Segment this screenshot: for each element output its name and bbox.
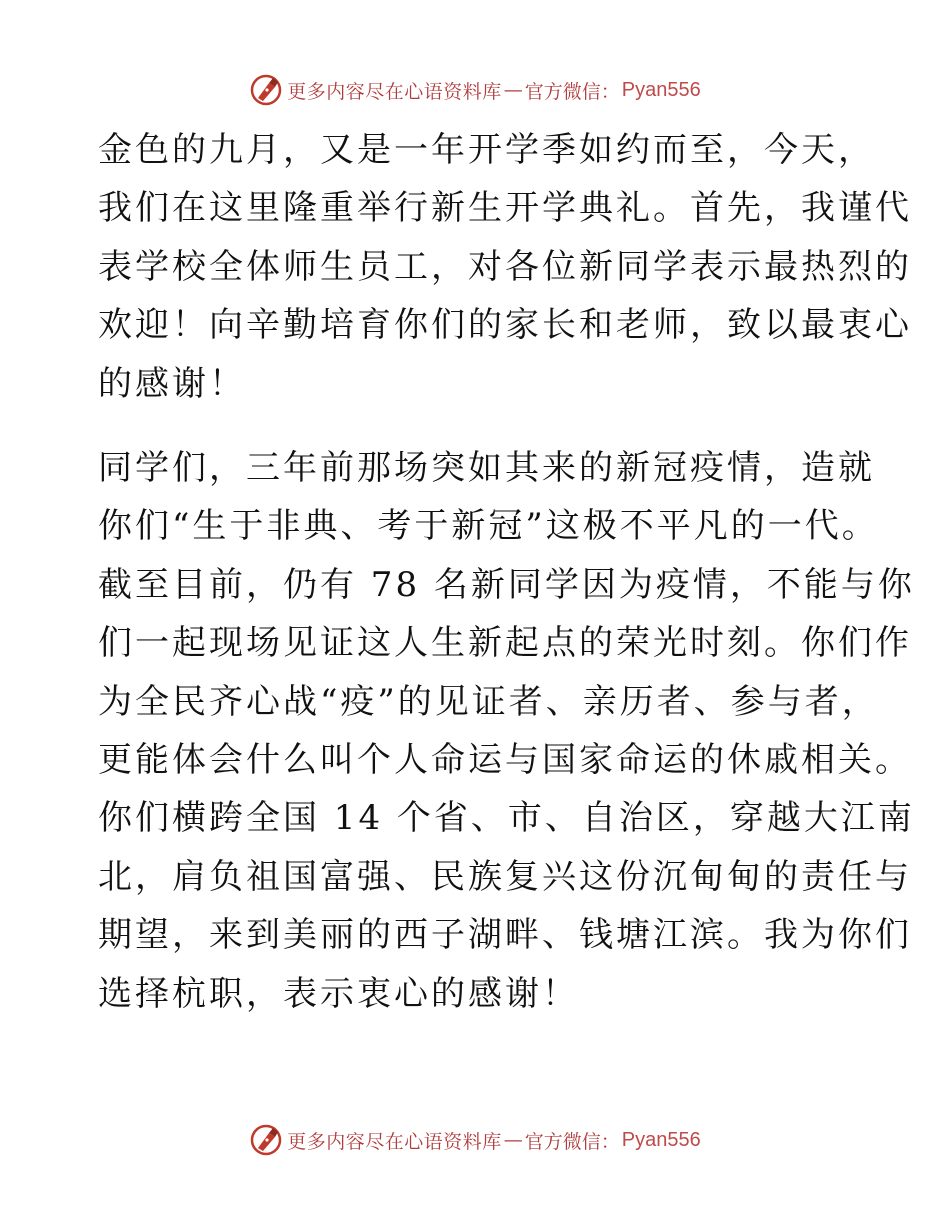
pen-nib-logo-icon — [249, 1123, 283, 1157]
footer-banner — [0, 1120, 950, 1160]
banner-wechat-label: 官方微信： — [524, 80, 620, 103]
banner-wechat-label: 官方微信： — [524, 1130, 620, 1153]
paragraph-welcome — [98, 121, 912, 413]
text-line: 同学们，三年前那场突如其来的新冠疫情，造就 — [98, 448, 875, 489]
pen-nib-logo-icon — [249, 73, 283, 107]
text-line: 期望，来到美丽的西子湖畔、钱塘江滨。我为你们 — [98, 915, 912, 956]
header-banner — [0, 70, 950, 110]
banner-wechat-id: Pyan556 — [621, 1128, 701, 1151]
text-line: 表学校全体师生员工，对各位新同学表示最热烈的 — [98, 246, 912, 287]
text-line: 们一起现场见证这人生新起点的荣光时刻。你们作 — [98, 623, 912, 664]
text-line: 我们在这里隆重举行新生开学典礼。首先，我谨代 — [98, 188, 912, 229]
banner-separator: — — [503, 79, 523, 101]
banner-wechat-id: Pyan556 — [621, 78, 701, 101]
text-line: 你们“生于非典、考于新冠”这极不平凡的一代。 — [98, 506, 879, 547]
banner-site-text: 更多内容尽在心语资料库 — [287, 80, 502, 103]
text-line: 欢迎！向辛勤培育你们的家长和老师，致以最衷心 — [98, 305, 912, 346]
text-line: 更能体会什么叫个人命运与国家命运的休戚相关。 — [98, 740, 912, 781]
text-line: 金色的九月，又是一年开学季如约而至，今天， — [98, 130, 875, 170]
text-line: 为全民齐心战“疫”的见证者、亲历者、参与者， — [98, 681, 879, 722]
document-body — [98, 121, 915, 1023]
paragraph-students — [98, 439, 915, 1023]
text-line: 截至目前，仍有 78 名新同学因为疫情，不能与你 — [98, 564, 915, 605]
text-line: 选择杭职，表示衷心的感谢！ — [98, 973, 579, 1014]
text-line: 你们横跨全国 14 个省、市、自治区，穿越大江南 — [98, 798, 915, 839]
text-line: 的感谢！ — [98, 363, 246, 404]
text-line: 北，肩负祖国富强、民族复兴这份沉甸甸的责任与 — [98, 856, 912, 897]
banner-site-text: 更多内容尽在心语资料库 — [287, 1130, 502, 1153]
banner-separator: — — [503, 1129, 523, 1151]
